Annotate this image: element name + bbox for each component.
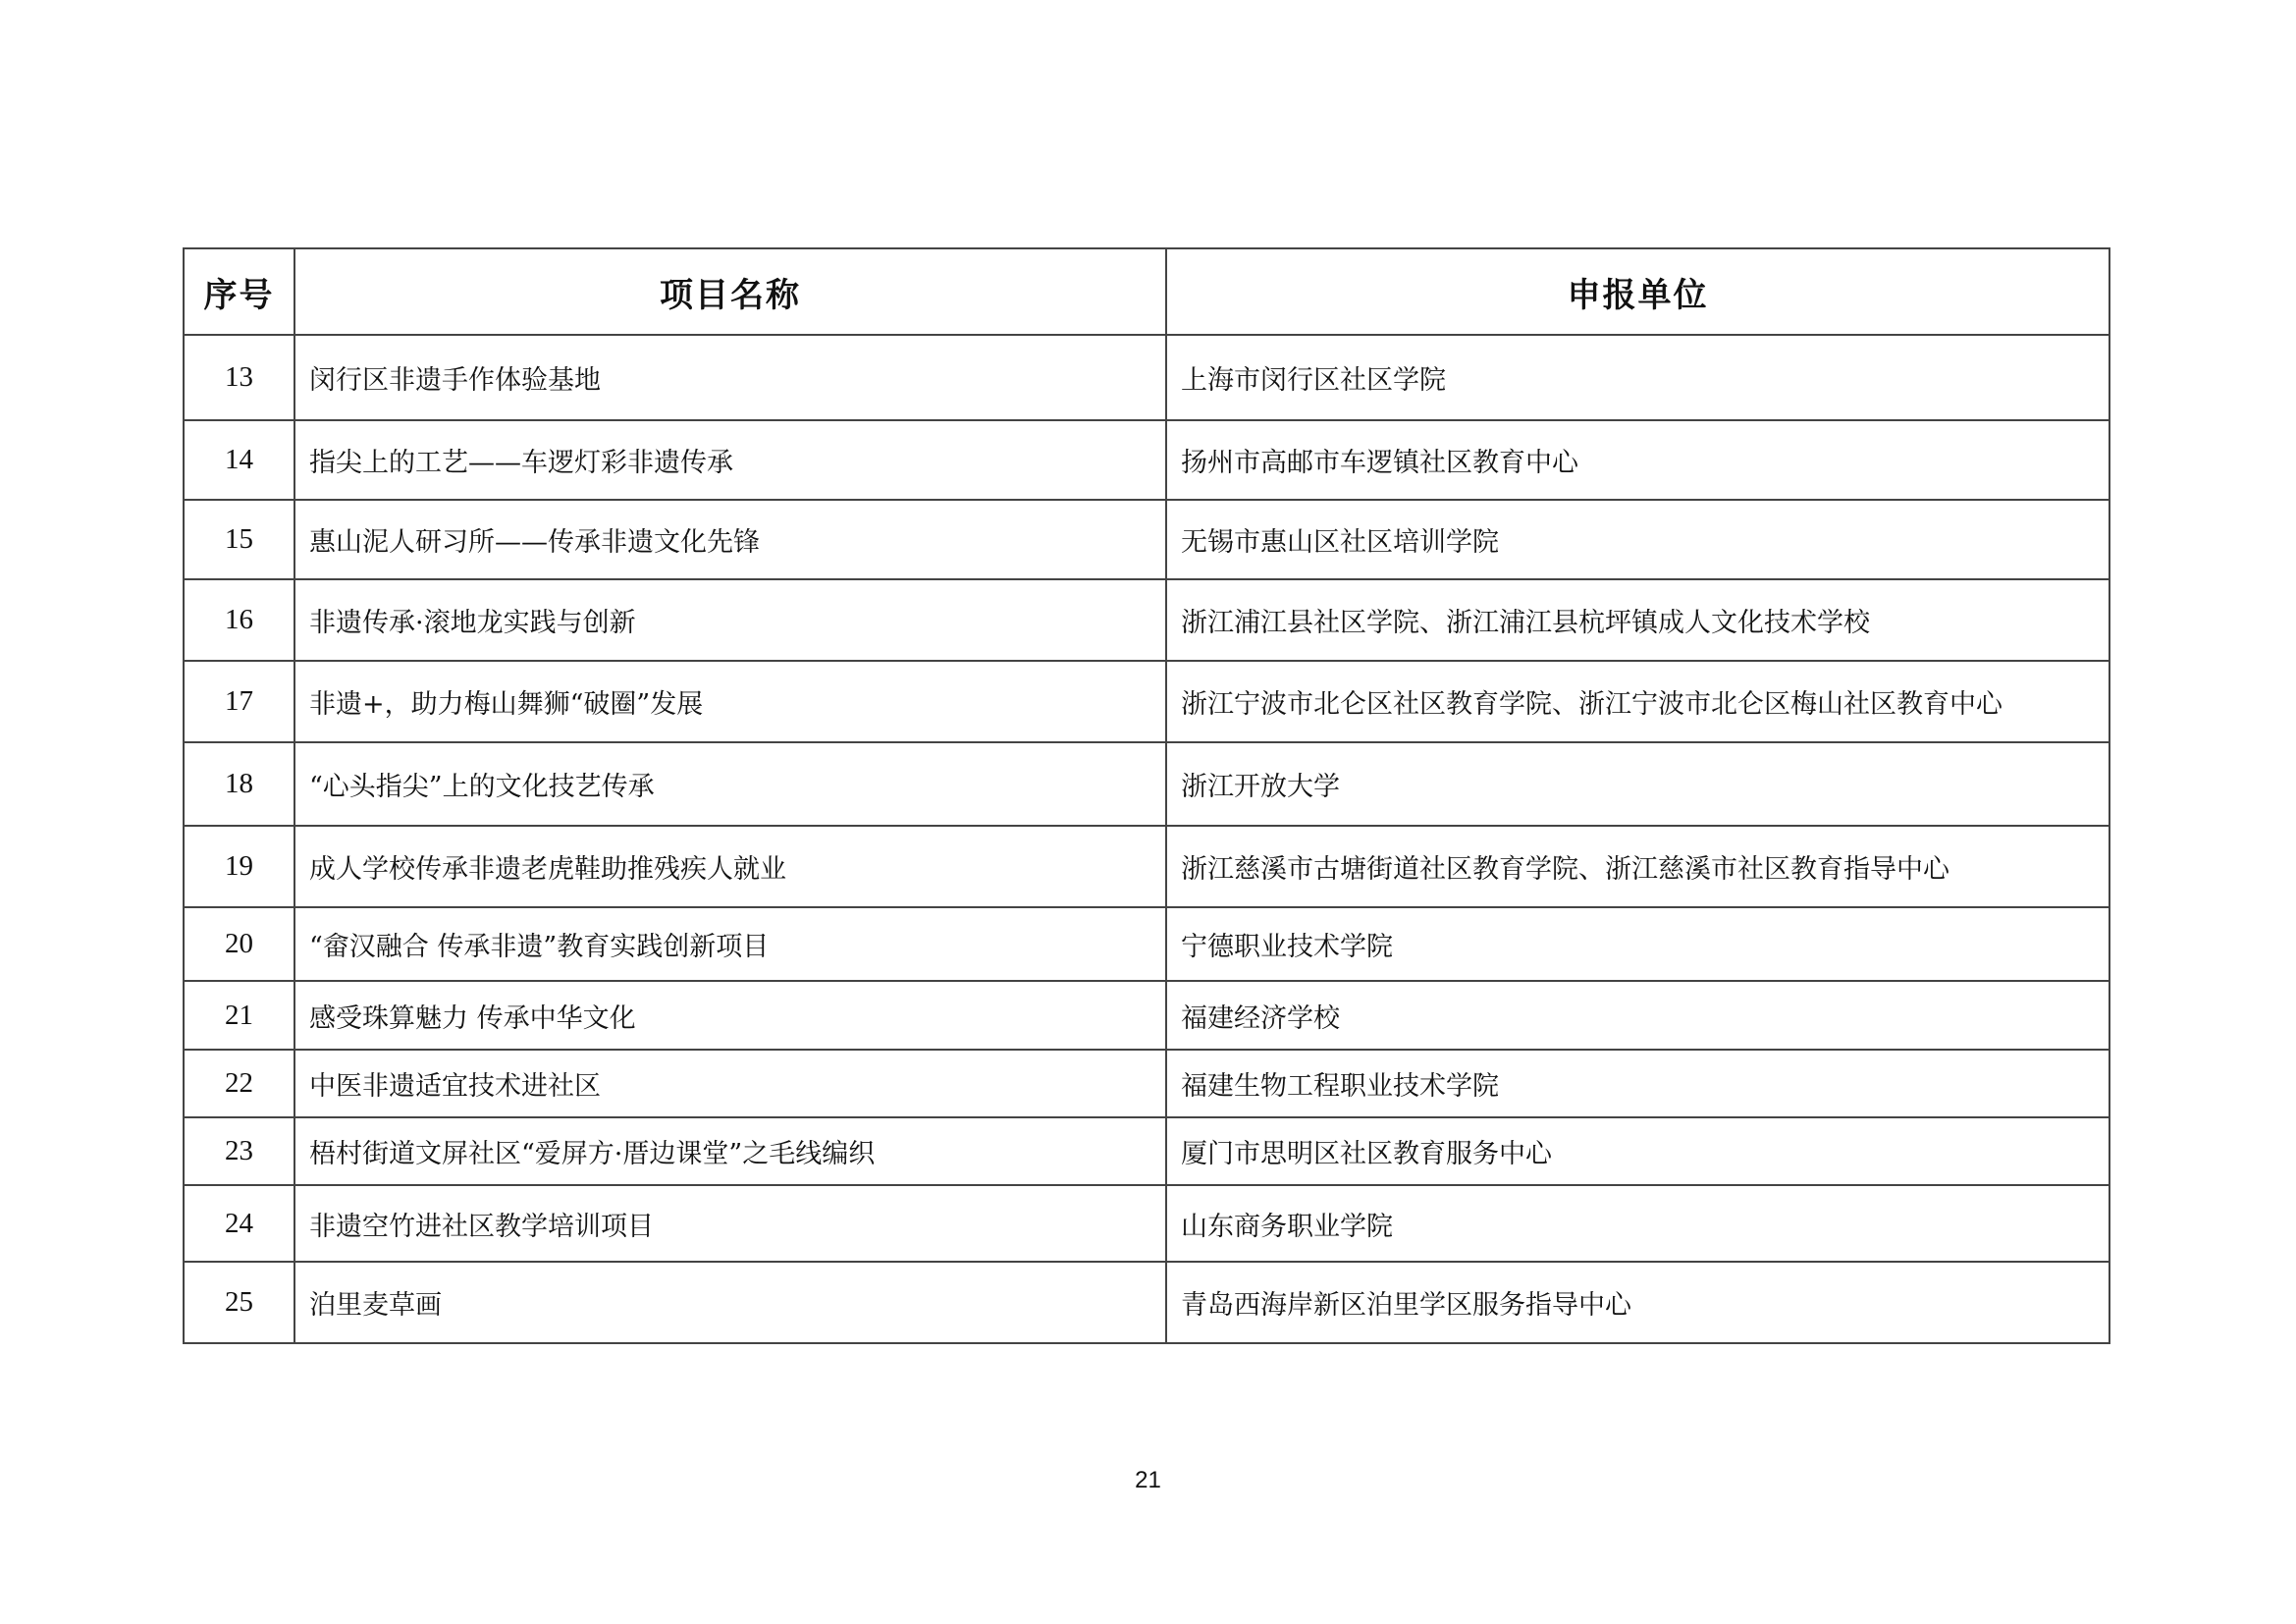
table-row [184, 981, 2109, 1050]
project-name: 感受珠算魅力 传承中华文化 [294, 981, 1166, 1050]
project-name: 非遗传承·滚地龙实践与创新 [294, 579, 1166, 661]
table-row [184, 579, 2109, 661]
project-name: 成人学校传承非遗老虎鞋助推残疾人就业 [294, 826, 1166, 907]
table-row [184, 1117, 2109, 1185]
table-row [184, 500, 2109, 579]
row-number: 14 [184, 420, 294, 500]
projects-table [183, 247, 2110, 1344]
applicant-unit: 上海市闵行区社区学院 [1166, 335, 2109, 420]
table-row [184, 1050, 2109, 1117]
project-name: 非遗空竹进社区教学培训项目 [294, 1185, 1166, 1262]
applicant-unit: 浙江开放大学 [1166, 742, 2109, 826]
row-number: 15 [184, 500, 294, 579]
applicant-unit: 福建经济学校 [1166, 981, 2109, 1050]
header-applicant-unit: 申报单位 [1166, 248, 2109, 335]
row-number: 16 [184, 579, 294, 661]
table-row [184, 907, 2109, 981]
applicant-unit: 福建生物工程职业技术学院 [1166, 1050, 2109, 1117]
applicant-unit: 无锡市惠山区社区培训学院 [1166, 500, 2109, 579]
table-row [184, 335, 2109, 420]
project-name: “畲汉融合 传承非遗”教育实践创新项目 [294, 907, 1166, 981]
applicant-unit: 厦门市思明区社区教育服务中心 [1166, 1117, 2109, 1185]
applicant-unit: 浙江慈溪市古塘街道社区教育学院、浙江慈溪市社区教育指导中心 [1166, 826, 2109, 907]
table-row [184, 826, 2109, 907]
table-row [184, 742, 2109, 826]
header-number: 序号 [184, 248, 294, 335]
table-row [184, 1262, 2109, 1343]
applicant-unit: 浙江浦江县社区学院、浙江浦江县杭坪镇成人文化技术学校 [1166, 579, 2109, 661]
applicant-unit: 青岛西海岸新区泊里学区服务指导中心 [1166, 1262, 2109, 1343]
project-name: 指尖上的工艺——车逻灯彩非遗传承 [294, 420, 1166, 500]
table-row [184, 420, 2109, 500]
project-name: “心头指尖”上的文化技艺传承 [294, 742, 1166, 826]
row-number: 25 [184, 1262, 294, 1343]
row-number: 21 [184, 981, 294, 1050]
row-number: 22 [184, 1050, 294, 1117]
project-name: 中医非遗适宜技术进社区 [294, 1050, 1166, 1117]
table-row [184, 661, 2109, 742]
project-name: 非遗+，助力梅山舞狮“破圈”发展 [294, 661, 1166, 742]
applicant-unit: 浙江宁波市北仑区社区教育学院、浙江宁波市北仑区梅山社区教育中心 [1166, 661, 2109, 742]
header-project-name: 项目名称 [294, 248, 1166, 335]
project-name: 梧村街道文屏社区“爱屏方·厝边课堂”之毛线编织 [294, 1117, 1166, 1185]
page-number: 21 [1135, 1467, 1161, 1493]
row-number: 23 [184, 1117, 294, 1185]
project-name: 惠山泥人研习所——传承非遗文化先锋 [294, 500, 1166, 579]
applicant-unit: 宁德职业技术学院 [1166, 907, 2109, 981]
table-row [184, 1185, 2109, 1262]
row-number: 20 [184, 907, 294, 981]
applicant-unit: 扬州市高邮市车逻镇社区教育中心 [1166, 420, 2109, 500]
project-name: 泊里麦草画 [294, 1262, 1166, 1343]
row-number: 18 [184, 742, 294, 826]
applicant-unit: 山东商务职业学院 [1166, 1185, 2109, 1262]
table-header-row [184, 248, 2109, 335]
row-number: 24 [184, 1185, 294, 1262]
row-number: 19 [184, 826, 294, 907]
project-name: 闵行区非遗手作体验基地 [294, 335, 1166, 420]
row-number: 13 [184, 335, 294, 420]
row-number: 17 [184, 661, 294, 742]
